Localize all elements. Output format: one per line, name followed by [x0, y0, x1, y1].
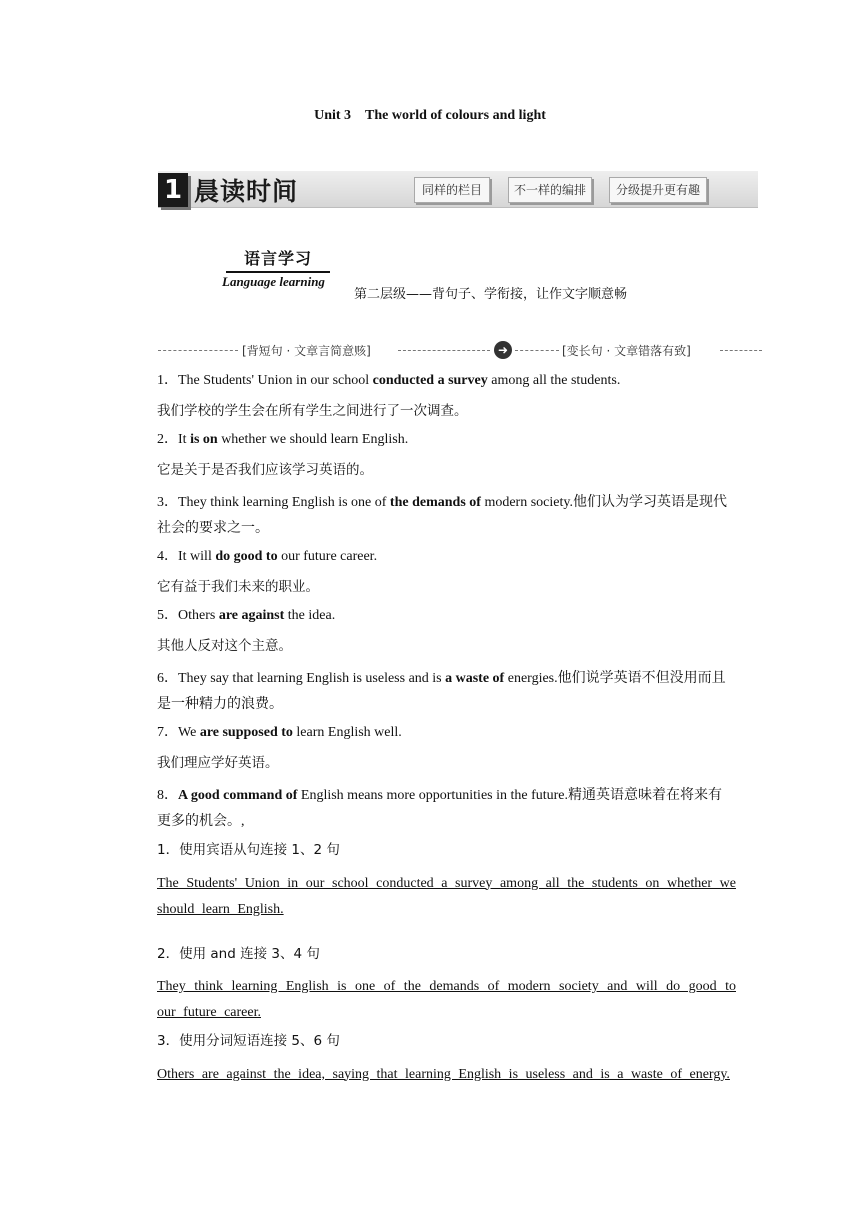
- sentence-number: 1．: [157, 373, 178, 388]
- key-phrase: are against: [218, 608, 285, 623]
- section-banner: [158, 171, 758, 208]
- banner-tag-different-layout: 不一样的编排: [508, 177, 592, 203]
- sentence-text: the idea.: [284, 608, 336, 623]
- sentence-text: English means more opportunities in the future.精通英语意味着在将来有更多的机会。,: [157, 788, 723, 829]
- sentence-text: They think learning English is one of: [178, 495, 390, 510]
- banner-tag-same-column: 同样的栏目: [414, 177, 490, 203]
- sentence-text: The Students' Union in our school: [178, 373, 373, 388]
- dash-line: [720, 350, 762, 351]
- sentence-text: our future career.: [277, 549, 378, 564]
- section-label-cn: 语言学习: [226, 246, 330, 273]
- banner-tag-graded: 分级提升更有趣: [609, 177, 707, 203]
- sentence-text: energies.他们说学英语不但没用而且是一种精力的浪费。: [157, 671, 726, 712]
- page-title: Unit 3 The world of colours and light: [314, 108, 546, 123]
- sentence-text: We: [178, 725, 200, 740]
- key-phrase: A good command of: [178, 788, 298, 803]
- task-3-prompt: 3．使用分词短语连接 5、6 句: [157, 1033, 340, 1049]
- sentence-4: [126, 548, 736, 578]
- sentence-text: They say that learning English is useless and is: [178, 671, 446, 686]
- sentence-number: 3．: [157, 495, 178, 510]
- sentence-text: whether we should learn English.: [217, 432, 409, 447]
- key-phrase: is on: [190, 432, 218, 447]
- sentence-number: 4．: [157, 549, 178, 564]
- sentence-number: 8．: [157, 788, 178, 803]
- sentence-8: [126, 783, 736, 835]
- sentence-text: It: [178, 432, 191, 447]
- task-2-prompt: 2．使用 and 连接 3、4 句: [157, 945, 320, 962]
- sentence-5: [126, 607, 736, 637]
- section-subtitle: 第二层级——背句子、学衔接，让作文字顺意畅: [354, 287, 628, 302]
- sentence-1: [126, 372, 736, 402]
- divider-label-long: [变长句 · 文章错落有致]: [562, 344, 691, 358]
- translation-7: 我们理应学好英语。: [157, 754, 279, 771]
- sentence-6: [126, 666, 736, 718]
- content-body: [126, 372, 736, 1088]
- sentence-text: among all the students.: [487, 373, 621, 388]
- dash-line: [398, 350, 490, 351]
- key-phrase: a waste of: [445, 671, 505, 686]
- sentence-number: 6．: [157, 671, 178, 686]
- task-1-prompt: 1．使用宾语从句连接 1、2 句: [157, 842, 340, 858]
- banner-number: 1: [158, 173, 188, 207]
- sentence-3: [126, 490, 736, 542]
- sentence-text: learn English well.: [292, 725, 402, 740]
- translation-2: 它是关于是否我们应该学习英语的。: [157, 461, 373, 478]
- sentence-text: It will: [178, 549, 216, 564]
- spacer: [126, 923, 736, 945]
- divider-label-short: [背短句 · 文章言简意赅]: [242, 344, 371, 358]
- section-divider: [158, 342, 762, 360]
- sentence-number: 2．: [157, 432, 178, 447]
- key-phrase: do good to: [215, 549, 278, 564]
- arrow-right-icon: ➜: [494, 341, 512, 359]
- key-phrase: the demands of: [389, 495, 481, 510]
- key-phrase: are supposed to: [199, 725, 293, 740]
- dash-line: [158, 350, 238, 351]
- translation-5: 其他人反对这个主意。: [157, 637, 292, 654]
- dash-line: [515, 350, 559, 351]
- task-1-answer: The Students' Union in our school conducted a survey among all the students on whether we should learn English.: [157, 875, 736, 917]
- translation-1: 我们学校的学生会在所有学生之间进行了一次调查。: [157, 402, 468, 419]
- section-label-en: Language learning: [222, 274, 325, 289]
- sentence-text: modern society.他们认为学习英语是现代社会的要求之一。: [157, 495, 727, 536]
- task-3-answer: Others are against the idea, saying that learning English is useless and is a waste of energy.: [157, 1066, 730, 1082]
- sentence-2: [126, 431, 736, 461]
- key-phrase: conducted a survey: [372, 373, 488, 388]
- sentence-number: 5．: [157, 608, 178, 623]
- translation-4: 它有益于我们未来的职业。: [157, 578, 319, 595]
- sentence-7: [126, 724, 736, 754]
- sentence-number: 7．: [157, 725, 178, 740]
- task-2-answer: They think learning English is one of the demands of modern society and will do good to our future career.: [157, 979, 736, 1020]
- banner-title: 晨读时间: [194, 177, 299, 206]
- sentence-text: Others: [178, 608, 219, 623]
